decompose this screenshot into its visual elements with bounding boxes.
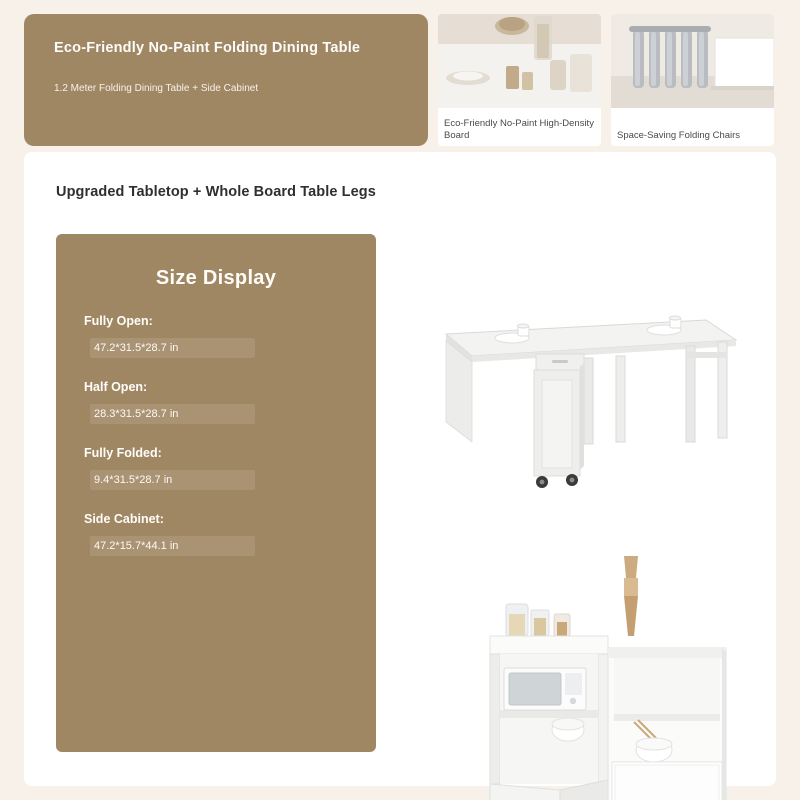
hero-title: Eco-Friendly No-Paint Folding Dining Table — [54, 40, 361, 56]
thumbnail-caption: Space-Saving Folding Chairs — [617, 130, 741, 141]
tabletop-closeup-photo — [438, 14, 601, 108]
folding-dining-table-photo — [406, 294, 746, 514]
size-panel-title: Size Display — [155, 267, 277, 289]
size-value: 47.2*31.5*28.7 in — [94, 342, 179, 354]
list-item — [84, 380, 348, 422]
product-image-area — [396, 234, 756, 800]
page-title: Upgraded Tabletop + Whole Board Table Legs — [56, 184, 376, 200]
main-content-card — [24, 152, 776, 786]
hero-banner — [24, 14, 428, 146]
size-display-panel — [56, 234, 376, 752]
size-value: 47.2*15.7*44.1 in — [94, 540, 179, 552]
thumbnail-card-chairs[interactable] — [611, 14, 774, 146]
thumbnail-card-tabletop[interactable] — [438, 14, 601, 146]
size-value: 28.3*31.5*28.7 in — [94, 408, 179, 420]
size-label: Side Cabinet: — [84, 512, 164, 526]
list-item — [84, 512, 348, 554]
size-label: Fully Open: — [84, 314, 153, 328]
top-banner-row — [24, 14, 776, 146]
list-item — [84, 446, 348, 488]
size-label: Fully Folded: — [84, 446, 162, 460]
size-label: Half Open: — [84, 380, 148, 394]
size-value: 9.4*31.5*28.7 in — [94, 474, 173, 486]
thumbnail-caption: Eco-Friendly No-Paint High-Density Board — [444, 118, 594, 141]
size-list — [56, 314, 376, 554]
hero-subtitle: 1.2 Meter Folding Dining Table + Side Cabinet — [54, 83, 259, 94]
list-item — [84, 314, 348, 356]
folding-chairs-photo — [611, 14, 774, 108]
side-cabinet-photo — [386, 544, 736, 800]
